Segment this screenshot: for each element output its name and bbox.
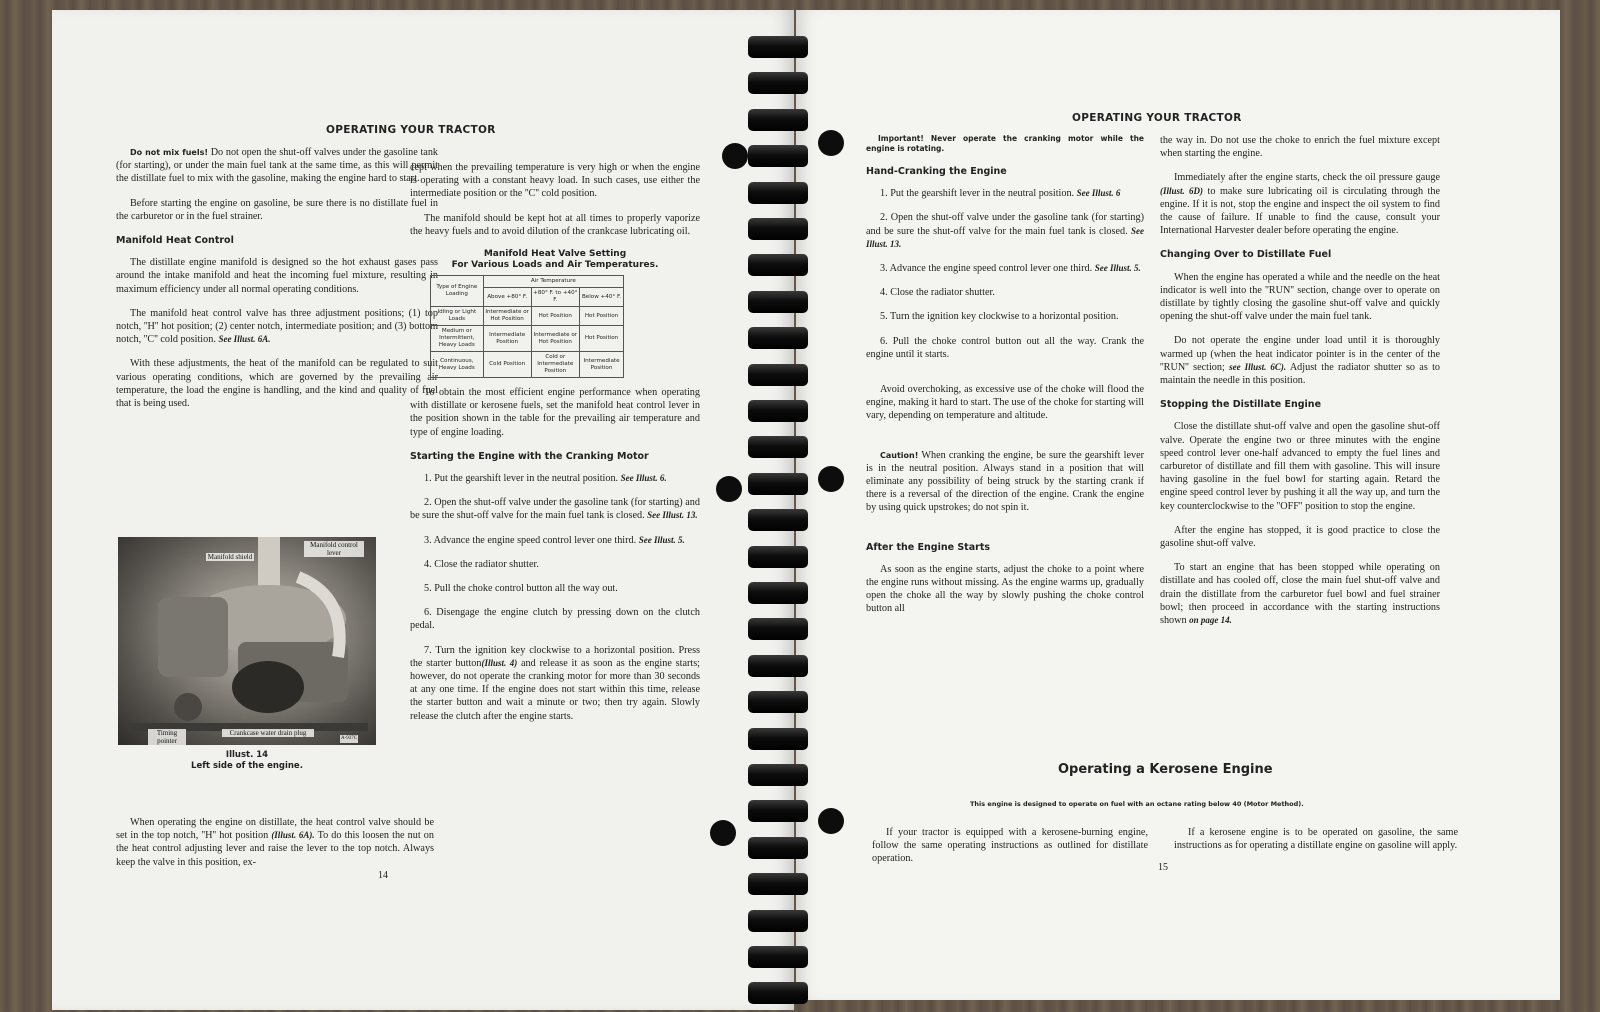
table-cell: Intermediate or Hot Position bbox=[483, 307, 531, 326]
paragraph: When operating the engine on distillate, the heat control valve should be set in the top notch, ''H'' hot position bbox=[116, 817, 434, 842]
punch-hole bbox=[818, 466, 844, 492]
illustration-reference: See Illust. 13. bbox=[866, 225, 1144, 249]
step: 2. Open the shut-off valve under the gasoline tank (for starting) and be sure the shut-off valve for the main fuel tank is closed. bbox=[866, 212, 1144, 237]
spiral-coil bbox=[748, 400, 808, 422]
paragraph: Adjust the radiator shutter so as to maintain the needle in this position. bbox=[1160, 361, 1440, 387]
illustration-caption bbox=[118, 750, 376, 772]
table-cell: Cold or Intermediate Position bbox=[531, 352, 579, 378]
step: 5. Turn the ignition key clockwise to a horizontal position. bbox=[880, 311, 1119, 323]
paragraph: The manifold should be kept hot at all times to properly vaporize the heavy fuels and to avoid dilution of the crankcase lubricating oil. bbox=[410, 212, 700, 237]
illustration-reference: See Illust. 6. bbox=[620, 473, 667, 484]
punch-hole bbox=[716, 476, 742, 502]
illustration-reference: See Illust. 6 bbox=[1076, 188, 1121, 199]
spiral-coil bbox=[748, 546, 808, 568]
paragraph: the way in. Do not use the choke to enrich the fuel mixture except when starting the engine. bbox=[1160, 135, 1440, 160]
left-column-1 bbox=[116, 146, 438, 421]
manifold-heat-table bbox=[430, 275, 624, 378]
paragraph: With these adjustments, the heat of the manifold can be regulated to suit various operating conditions, which are governed by the prevailing air temperature, the load the engine is handling, and the kind and quality of fuel that is being used. bbox=[116, 358, 438, 410]
paragraph: After the engine has stopped, it is good practice to close the gasoline shut-off valve. bbox=[1160, 524, 1440, 550]
section-heading: After the Engine Starts bbox=[866, 541, 991, 553]
step: 6. Disengage the engine clutch by pressing down on the clutch pedal. bbox=[410, 607, 700, 632]
spiral-coil bbox=[748, 436, 808, 458]
paragraph: Immediately after the engine starts, check the oil pressure gauge bbox=[1174, 172, 1440, 184]
kerosene-left-text bbox=[872, 826, 1148, 877]
paragraph: The manifold heat control valve has three adjustment positions; (1) top notch, ''H'' hot position; (2) center notch, intermediate position; and (3) bottom notch, ''C'' cold position. bbox=[116, 307, 438, 346]
paragraph: cept when the prevailing temperature is very high or when the engine is operating with a constant heavy load. In such cases, use either the intermediate position or the ''C'' cold position. bbox=[410, 162, 700, 200]
kerosene-section-title: Operating a Kerosene Engine bbox=[1058, 762, 1273, 777]
step: 4. Close the radiator shutter. bbox=[880, 287, 995, 299]
spiral-coil bbox=[748, 145, 808, 167]
paragraph: to make sure lubricating oil is circulating through the engine. If it is not, stop the engine and inspect the oil system to find the cause of failure. If unable to find the cause, consult your International Harvester dealer before operating the engine. bbox=[1160, 185, 1441, 237]
engine-illustration bbox=[118, 537, 376, 745]
punch-hole bbox=[818, 808, 844, 834]
photo-code: A-937C bbox=[341, 736, 358, 741]
section-heading: Manifold Heat Control bbox=[116, 235, 234, 247]
punch-hole bbox=[818, 130, 844, 156]
label-manifold-control-lever: Manifold control lever bbox=[304, 541, 364, 557]
paragraph: To do this loosen the nut on the heat control adjusting lever and raise the lever to the top notch. Always keep the valve in this position, ex- bbox=[116, 830, 434, 868]
table-cell: Cold Position bbox=[483, 352, 531, 378]
step: 3. Advance the engine speed control lever one third. bbox=[880, 263, 1093, 275]
left-page bbox=[52, 10, 794, 1010]
step: 2. Open the shut-off valve under the gasoline tank (for starting) and be sure the shut-off valve for the main fuel tank is closed. bbox=[410, 497, 700, 522]
paragraph: When the engine has operated a while and the needle on the heat indicator is well into the ''RUN'' section, change over to operate on distillate by tightly closing the gasoline shut-off valve and quickly opening the shut-off valve under the main fuel tank. bbox=[1160, 271, 1440, 323]
left-column-2 bbox=[410, 161, 700, 734]
spiral-coil bbox=[748, 473, 808, 495]
table-cell: Intermediate Position bbox=[580, 352, 624, 378]
spiral-coil bbox=[748, 800, 808, 822]
right-page bbox=[796, 10, 1560, 1000]
illustration-reference: See Illust. 5. bbox=[1094, 263, 1141, 274]
page-number: 15 bbox=[1158, 862, 1168, 873]
table-cell: Hot Position bbox=[531, 307, 579, 326]
table-row-header: Continuous, Heavy Loads bbox=[431, 352, 484, 378]
table-group-header: Air Temperature bbox=[483, 276, 623, 288]
step: 1. Put the gearshift lever in the neutral position. bbox=[424, 473, 619, 485]
table-subtitle-line: For Various Loads and Air Temperatures. bbox=[451, 260, 659, 271]
spiral-coil bbox=[748, 837, 808, 859]
paragraph: Before starting the engine on gasoline, be sure there is no distillate fuel in the carburetor or in the fuel strainer. bbox=[116, 197, 438, 222]
illustration-reference: See Illust. 6A. bbox=[218, 334, 271, 345]
spiral-coil bbox=[748, 582, 808, 604]
illustration-reference: (Illust. 6D) bbox=[1160, 185, 1203, 196]
spiral-coil bbox=[748, 182, 808, 204]
punch-hole bbox=[722, 143, 748, 169]
kerosene-right-text bbox=[1174, 826, 1458, 863]
caution-text: When cranking the engine, be sure the gearshift lever is in the neutral position. Always stand in a position that will eliminate any possibility of being struck by the starting crank if there is a reversal of the direction of the engine. Crank the engine by using quick upstrokes; do not spin it. bbox=[866, 449, 1144, 514]
spiral-coil bbox=[748, 509, 808, 531]
kerosene-subtitle: This engine is designed to operate on fuel with an octane rating below 40 (Motor Method). bbox=[970, 800, 1304, 808]
illustration-reference: on page 14. bbox=[1189, 615, 1232, 626]
table-title-line: Manifold Heat Valve Setting bbox=[483, 249, 627, 260]
warning-lead: Do not mix fuels! bbox=[130, 148, 208, 157]
paragraph: To start an engine that has been stopped while operating on distillate and has cooled off, close the main fuel shut-off valve and drain the distillate from the carburetor fuel bowl and fuel strainer bowl; then proceed in accordance with the starting instructions shown bbox=[1160, 562, 1440, 627]
paragraph: To obtain the most efficient engine performance when operating with distillate or kerosene fuels, set the manifold heat control lever in the position shown in the table for the prevailing air temperature and type of engine loading. bbox=[410, 387, 700, 438]
spiral-coil bbox=[748, 364, 808, 386]
illustration-reference: see Illust. 6C). bbox=[1229, 361, 1287, 372]
table-row bbox=[431, 326, 624, 352]
table-corner-header: Type of Engine Loading bbox=[431, 276, 484, 307]
illustration-reference: (Illust. 4) bbox=[481, 657, 518, 668]
paragraph: Avoid overchoking, as excessive use of the choke will flood the engine, making it hard to start. The use of the choke for starting will vary, depending on temperature and altitude. bbox=[866, 384, 1144, 422]
table-title bbox=[410, 249, 700, 271]
table-row-header: Idling or Light Loads bbox=[431, 307, 484, 326]
table-col-header: Above +80° F. bbox=[483, 288, 531, 307]
step: 7. Turn the ignition key clockwise to a horizontal position. Press the starter button bbox=[410, 644, 700, 669]
caption-text: Left side of the engine. bbox=[191, 761, 303, 771]
caution-lead: Caution! bbox=[880, 450, 919, 460]
label-crankcase-drain-plug: Crankcase water drain plug bbox=[222, 729, 314, 737]
step: 5. Pull the choke control button all the way out. bbox=[424, 583, 618, 595]
spiral-coil bbox=[748, 728, 808, 750]
label-manifold-shield: Manifold shield bbox=[207, 553, 253, 561]
step: 1. Put the gearshift lever in the neutral position. bbox=[880, 188, 1075, 200]
step: 4. Close the radiator shutter. bbox=[424, 558, 539, 570]
spiral-coil bbox=[748, 109, 808, 131]
spiral-coil bbox=[748, 691, 808, 713]
table-cell: Hot Position bbox=[580, 326, 624, 352]
spiral-coil bbox=[748, 655, 808, 677]
table-row bbox=[431, 352, 624, 378]
spiral-coil bbox=[748, 72, 808, 94]
spiral-coil bbox=[748, 618, 808, 640]
spiral-coil bbox=[748, 36, 808, 58]
punch-hole bbox=[710, 820, 736, 846]
important-note: Important! Never operate the cranking motor while the engine is rotating. bbox=[866, 134, 1144, 153]
spiral-coil bbox=[748, 291, 808, 313]
table-cell: Intermediate Position bbox=[483, 326, 531, 352]
step: 3. Advance the engine speed control lever one third. bbox=[424, 534, 637, 546]
paragraph: If a kerosene engine is to be operated on gasoline, the same instructions as for operating a distillate engine on gasoline will apply. bbox=[1174, 827, 1458, 852]
table-cell: Intermediate or Hot Position bbox=[531, 326, 579, 352]
engine-photo bbox=[118, 537, 376, 745]
paragraph: Do not operate the engine under load until it is thoroughly warmed up (when the heat indicator pointer is in the center of the ''RUN'' section; bbox=[1160, 335, 1440, 373]
spiral-coil bbox=[748, 946, 808, 968]
label-timing-pointer: Timing pointer bbox=[148, 729, 186, 745]
paragraph: As soon as the engine starts, adjust the choke to a point where the engine runs without missing. As the engine warms up, gradually open the choke all the way by slowly pushing the choke control button all bbox=[866, 563, 1144, 615]
table-col-header: +80° F. to +40° F. bbox=[531, 288, 579, 307]
step: 6. Pull the choke control button out all the way. Crank the engine until it starts. bbox=[866, 335, 1144, 360]
table-row bbox=[431, 307, 624, 326]
section-heading: Starting the Engine with the Cranking Motor bbox=[410, 450, 649, 462]
illustration-reference: (Illust. 6A). bbox=[271, 830, 315, 841]
illustration-reference: See Illust. 5. bbox=[638, 534, 685, 545]
illustration-reference: See Illust. 13. bbox=[647, 510, 698, 521]
step: and release it as soon as the engine starts; however, do not operate the cranking motor for more than 30 seconds at any one time. If the engine does not start within this time, release the starter button and wait a minute or two; then try again. Slowly release the clutch after the engine starts. bbox=[410, 657, 700, 722]
paragraph: Do not open the shut-off valves under the gasoline tank (for starting), or under the main fuel tank at the same time, as this will permit the distillate fuel to mix with the gasoline, making the engine hard to start. bbox=[116, 147, 439, 185]
table-row-header: Medium or Intermittent, Heavy Loads bbox=[431, 326, 484, 352]
table-col-header: Below +40° F. bbox=[580, 288, 624, 307]
section-heading: Stopping the Distillate Engine bbox=[1160, 399, 1322, 411]
spiral-coil bbox=[748, 910, 808, 932]
paragraph: If your tractor is equipped with a kerosene-burning engine, follow the same operating instructions as outlined for distillate operation. bbox=[872, 827, 1148, 865]
spiral-coil bbox=[748, 218, 808, 240]
section-heading: Hand-Cranking the Engine bbox=[866, 166, 1007, 177]
paragraph: Close the distillate shut-off valve and open the gasoline shut-off valve. Operate the engine two or three minutes with the engine speed control lever one-half advanced to empty the fuel lines and carburetor of distillate and fill them with gasoline. This will insure having gasoline in the fuel bowl for starting again. Retard the engine speed control lever by pushing it all the way up, and turn the key counterclockwise to the ''OFF'' position to stop the engine. bbox=[1160, 421, 1440, 512]
spiral-coil bbox=[748, 873, 808, 895]
spiral-coil bbox=[748, 764, 808, 786]
right-column-1 bbox=[866, 134, 1144, 627]
table-cell: Hot Position bbox=[580, 307, 624, 326]
spiral-coil bbox=[748, 982, 808, 1004]
spiral-coil bbox=[748, 254, 808, 276]
paragraph: The distillate engine manifold is designed so the hot exhaust gases pass around the intake manifold and heat the incoming fuel mixture, resulting in maximum efficiency under all normal operating conditions. bbox=[116, 257, 438, 295]
left-page-header: OPERATING YOUR TRACTOR bbox=[326, 124, 496, 136]
caption-number: Illust. 14 bbox=[225, 750, 269, 760]
page-number: 14 bbox=[378, 870, 388, 881]
spiral-coil bbox=[748, 327, 808, 349]
right-column-2 bbox=[1160, 134, 1440, 638]
right-page-header: OPERATING YOUR TRACTOR bbox=[1072, 112, 1242, 124]
section-heading: Changing Over to Distillate Fuel bbox=[1160, 249, 1332, 261]
